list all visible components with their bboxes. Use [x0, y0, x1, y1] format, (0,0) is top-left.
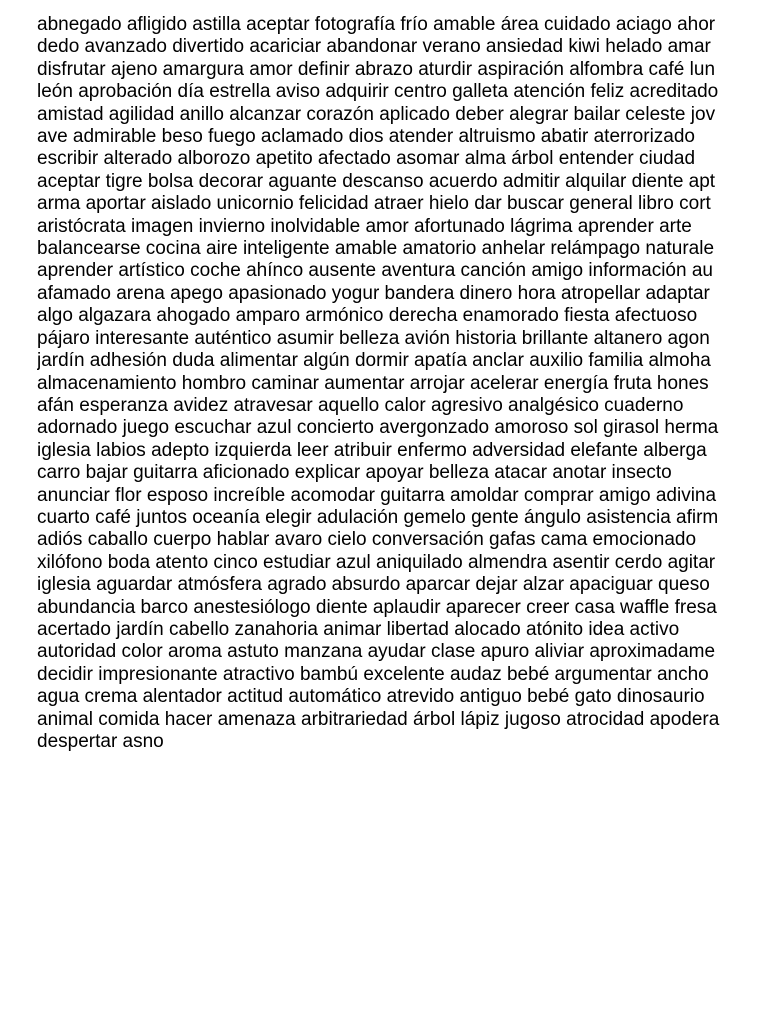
text-line: autoridad color aroma astuto manzana ayudar clase apuro aliviar aproximadame: [37, 641, 716, 663]
text-line: decidir impresionante atractivo bambú excelente audaz bebé argumentar ancho: [37, 663, 709, 685]
text-line: acertado jardín cabello zanahoria animar libertad alocado atónito idea activo: [37, 618, 680, 640]
text-line: adornado juego escuchar azul concierto avergonzado amoroso sol girasol herma: [37, 417, 719, 439]
text-line: afamado arena apego apasionado yogur bandera dinero hora atropellar adaptar: [37, 282, 710, 304]
text-line: pájaro interesante auténtico asumir belleza avión historia brillante altanero agon: [37, 327, 710, 349]
text-line: ave admirable beso fuego aclamado dios atender altruismo abatir aterrorizado: [37, 126, 695, 148]
text-line: animal comida hacer amenaza arbitrariedad árbol lápiz jugoso atrocidad apodera: [37, 708, 720, 730]
text-line: escribir alterado alborozo apetito afectado asomar alma árbol entender ciudad: [37, 148, 696, 170]
text-line: anunciar flor esposo increíble acomodar guitarra amoldar comprar amigo adivina: [37, 484, 717, 506]
text-line: león aprobación día estrella aviso adquirir centro galleta atención feliz acreditado: [37, 81, 719, 103]
text-line: arma aportar aislado unicornio felicidad atraer hielo dar buscar general libro cort: [37, 193, 711, 215]
text-line: iglesia aguardar atmósfera agrado absurdo aparcar dejar alzar apaciguar queso: [37, 574, 710, 596]
text-line: aristócrata imagen invierno inolvidable amor afortunado lágrima aprender arte: [37, 215, 692, 237]
text-line: algo algazara ahogado amparo armónico derecha enamorado fiesta afectuoso: [37, 305, 698, 327]
text-line: disfrutar ajeno amargura amor definir abrazo aturdir aspiración alfombra café lun: [37, 58, 716, 80]
text-line: abnegado afligido astilla aceptar fotografía frío amable área cuidado aciago ahor: [37, 14, 716, 35]
document-body: [37, 14, 768, 1024]
text-line: aprender artístico coche ahínco ausente aventura canción amigo información au: [37, 260, 713, 282]
text-line: afán esperanza avidez atravesar aquello calor agresivo analgésico cuaderno: [37, 394, 684, 416]
text-line: jardín adhesión duda alimentar algún dormir apatía anclar auxilio familia almoha: [37, 350, 711, 372]
text-line: amistad agilidad anillo alcanzar corazón aplicado deber alegrar bailar celeste jov: [37, 103, 716, 125]
text-line: cuarto café juntos oceanía elegir adulación gemelo gente ángulo asistencia afirm: [37, 506, 719, 528]
text-line: agua crema alentador actitud automático atrevido antiguo bebé gato dinosaurio: [37, 686, 705, 708]
text-line: iglesia labios adepto izquierda leer atribuir enfermo adversidad elefante alberga: [37, 439, 707, 461]
text-line: aceptar tigre bolsa decorar aguante descanso acuerdo admitir alquilar diente apt: [37, 170, 716, 192]
text-line: balancearse cocina aire inteligente amable amatorio anhelar relámpago naturale: [37, 238, 715, 260]
text-line: dedo avanzado divertido acariciar abandonar verano ansiedad kiwi helado amar: [37, 36, 711, 58]
text-line: adiós caballo cuerpo hablar avaro cielo conversación gafas cama emocionado: [37, 529, 697, 551]
text-line: despertar asno: [37, 731, 164, 752]
text-line: xilófono boda atento cinco estudiar azul aniquilado almendra asentir cerdo agitar: [37, 551, 716, 573]
text-line: carro bajar guitarra aficionado explicar apoyar belleza atacar anotar insecto: [37, 462, 672, 484]
text-line: almacenamiento hombro caminar aumentar arrojar acelerar energía fruta hones: [37, 372, 709, 394]
text-line: abundancia barco anestesiólogo diente aplaudir aparecer creer casa waffle fresa: [37, 596, 717, 618]
